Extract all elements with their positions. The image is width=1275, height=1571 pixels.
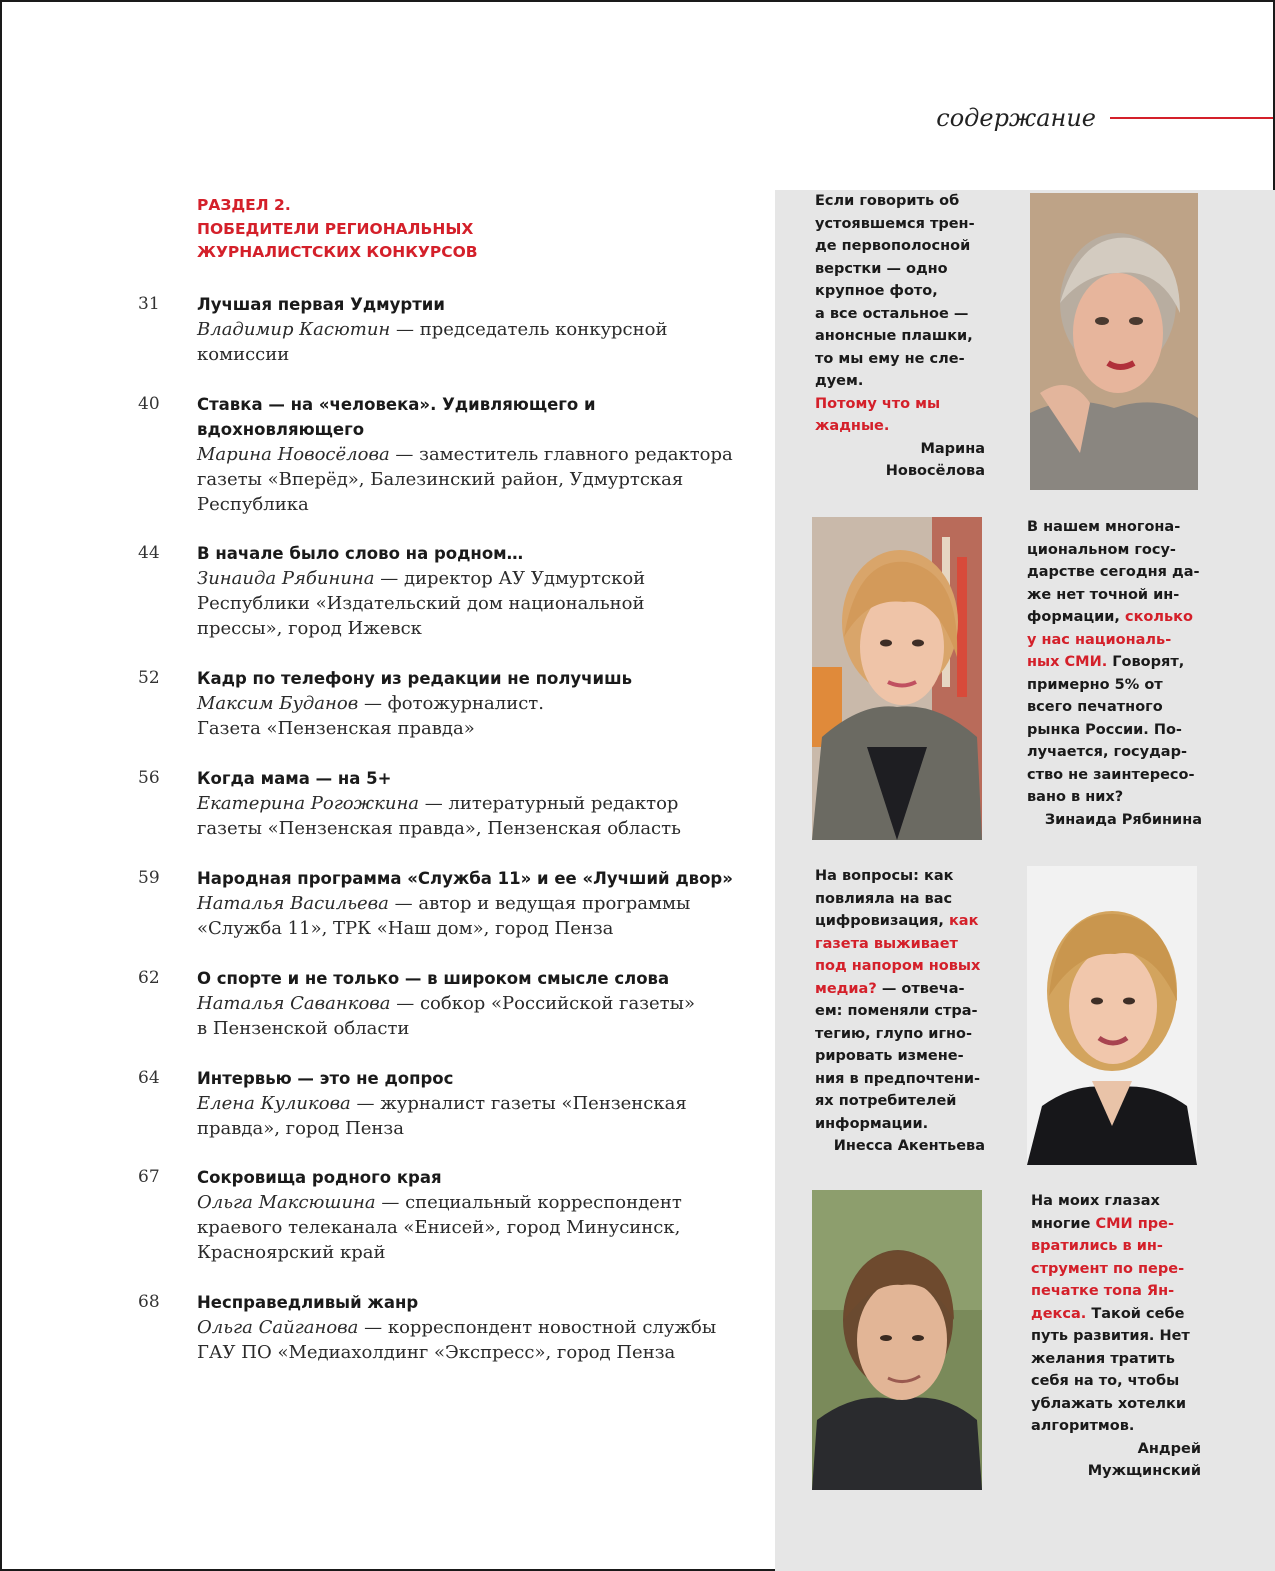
quote-line (1027, 629, 1202, 652)
quote-text: информации. (815, 1115, 929, 1132)
article-title-line: Народная программа «Служба 11» и ее «Лучший двор» (197, 869, 733, 888)
quote-text: дуем. (815, 373, 864, 389)
quote-text: На вопросы: как (815, 868, 954, 884)
article-title-line: Несправедливый жанр (197, 1293, 419, 1312)
quote-line (815, 325, 985, 348)
author-name: Зинаида Рябинина (197, 568, 375, 589)
quote-text: цифровизация, (815, 913, 949, 929)
article-author-line: правда», город Пенза (197, 1118, 404, 1139)
quote-highlight: жадные. (815, 418, 890, 434)
quote-text: себя на то, чтобы (1031, 1373, 1180, 1389)
quote-line (815, 978, 985, 1001)
article-author-line: Максим Буданов — фотожурналист. (197, 693, 544, 714)
quote-line (815, 1090, 985, 1113)
quote-line (1027, 674, 1202, 697)
quote-author-line: Новосёлова (885, 463, 985, 479)
article-author-line: Наталья Васильева — автор и ведущая программы (197, 893, 691, 914)
quote-line (815, 910, 985, 933)
article-title (197, 666, 757, 691)
portrait-photo (1030, 193, 1198, 490)
quote-author (815, 1135, 985, 1158)
quote-text: верстки — одно (815, 260, 948, 277)
quote-text: — отвеча- (876, 980, 965, 997)
article-title-line: Лучшая первая Удмуртии (197, 295, 445, 314)
quote-text: же нет точной ин- (1027, 586, 1180, 603)
article-author-line: Екатерина Рогожкина — литературный редактор (197, 793, 679, 814)
author-name: Наталья Саванкова (197, 993, 391, 1014)
author-name: Елена Куликова (197, 1093, 351, 1114)
quote-text: желания тратить (1031, 1350, 1175, 1367)
article-author-line: Ольга Максюшина — специальный корреспондент (197, 1192, 682, 1213)
quote-text: ем: поменяли стра- (815, 1003, 978, 1019)
article-author (197, 566, 737, 641)
article-author-line: газеты «Пензенская правда», Пензенская область (197, 818, 681, 839)
quote-line (1027, 741, 1202, 764)
page-number: 52 (138, 668, 160, 688)
pull-quote (815, 190, 985, 483)
article-author-line: Красноярский край (197, 1242, 386, 1263)
quote-line (1031, 1393, 1201, 1416)
author-name: Ольга Максюшина (197, 1192, 376, 1213)
quote-author (1027, 809, 1202, 832)
portrait-photo (812, 1190, 982, 1490)
quote-text: то мы ему не сле- (815, 350, 965, 367)
article-author-line: Газета «Пензенская правда» (197, 718, 475, 739)
author-name: Марина Новосёлова (197, 444, 390, 465)
article-author-line: прессы», город Ижевск (197, 618, 422, 639)
article-title (197, 866, 757, 891)
quote-line (1031, 1280, 1201, 1303)
quote-text: ублажать хотелки (1031, 1395, 1186, 1412)
page-number: 56 (138, 768, 160, 788)
article-author (197, 1190, 737, 1265)
section-heading-line: ЖУРНАЛИСТСКИХ КОНКУРСОВ (197, 243, 478, 261)
article-author-line: Владимир Касютин — председатель конкурсной (197, 319, 668, 340)
article-author-line: в Пензенской области (197, 1018, 410, 1039)
quote-highlight: газета выживает (815, 935, 958, 952)
portrait-photo (812, 517, 982, 840)
article-author (197, 317, 737, 367)
quote-text: де первополосной (815, 238, 971, 254)
quote-text: а все остальное — (815, 305, 969, 322)
article-author-line: газеты «Вперёд», Балезинский район, Удмуртская (197, 469, 684, 490)
quote-author-line: Андрей (1137, 1440, 1201, 1457)
quote-line (815, 235, 985, 258)
quote-highlight: под напором новых (815, 958, 981, 974)
article-title-line: Ставка — на «человека». Удивляющего и (197, 395, 596, 414)
quote-line (1031, 1190, 1201, 1213)
quote-line (1027, 584, 1202, 607)
running-head: содержание (936, 104, 1096, 132)
quote-line (815, 280, 985, 303)
article-title (197, 292, 757, 317)
article-author-line: Ольга Сайганова — корреспондент новостной службы (197, 1317, 717, 1338)
quote-highlight: вратились в ин- (1031, 1238, 1163, 1254)
quote-line (1031, 1213, 1201, 1236)
quote-line (1031, 1348, 1201, 1371)
quote-highlight: СМИ пре- (1095, 1215, 1174, 1232)
author-name: Наталья Васильева (197, 893, 389, 914)
article-title (197, 766, 757, 791)
quote-line (1031, 1415, 1201, 1438)
quote-author-line: Марина (920, 440, 985, 457)
article-author (197, 791, 737, 841)
quote-highlight: ных СМИ. (1027, 654, 1108, 670)
article-author (197, 991, 737, 1041)
portrait-photo (1027, 866, 1197, 1165)
quote-line (1027, 696, 1202, 719)
quote-line (1027, 719, 1202, 742)
quote-line (1027, 606, 1202, 629)
quote-line (1027, 516, 1202, 539)
quote-line (1031, 1258, 1201, 1281)
article-title-line: Сокровища родного края (197, 1168, 442, 1187)
quote-text: Такой себе (1086, 1305, 1185, 1322)
quote-highlight: у нас националь- (1027, 631, 1172, 648)
article-title (197, 1165, 757, 1190)
quote-text: формации, (1027, 609, 1125, 625)
quote-line (815, 888, 985, 911)
page-number: 68 (138, 1292, 160, 1312)
quote-text: анонсные плашки, (815, 328, 973, 344)
quote-line (1031, 1303, 1201, 1326)
quote-author (815, 438, 985, 483)
section-heading-line: РАЗДЕЛ 2. (197, 196, 291, 214)
quote-line (815, 370, 985, 393)
quote-line (815, 955, 985, 978)
quote-text: На моих глазах (1031, 1193, 1160, 1209)
article-author (197, 442, 737, 517)
article-author-line: Наталья Саванкова — собкор «Российской газеты» (197, 993, 695, 1014)
article-author (197, 1315, 737, 1365)
quote-line (1031, 1235, 1201, 1258)
quote-line (815, 393, 985, 416)
article-author (197, 891, 737, 941)
quote-line (1027, 764, 1202, 787)
quote-line (1031, 1370, 1201, 1393)
quote-text: крупное фото, (815, 283, 938, 299)
quote-author-line: Мужщинский (1087, 1463, 1201, 1479)
quote-line (815, 415, 985, 438)
quote-line (815, 303, 985, 326)
quote-line (1027, 539, 1202, 562)
quote-text: тегию, глупо игно- (815, 1025, 973, 1042)
article-title (197, 392, 757, 442)
article-author (197, 1091, 737, 1141)
quote-line (1027, 651, 1202, 674)
quote-text: Говорят, (1107, 654, 1185, 670)
quote-highlight: как (948, 913, 979, 929)
quote-line (815, 1023, 985, 1046)
article-author-line: ГАУ ПО «Медиахолдинг «Экспресс», город Пенза (197, 1342, 676, 1363)
article-author-line: комиссии (197, 344, 290, 365)
quote-text: В нашем многона- (1027, 519, 1181, 535)
quote-text: лучается, государ- (1027, 744, 1187, 760)
page-number: 31 (138, 294, 160, 314)
article-author-line: краевого телеканала «Енисей», город Минусинск, (197, 1217, 681, 1238)
quote-highlight: медиа? (815, 980, 877, 997)
quote-highlight: декса. (1031, 1305, 1087, 1322)
article-title-line: В начале было слово на родном… (197, 544, 524, 563)
quote-text: многие (1031, 1215, 1096, 1232)
quote-highlight: Потому что мы (815, 395, 941, 412)
author-name: Владимир Касютин (197, 319, 391, 340)
quote-line (815, 1113, 985, 1136)
quote-author-line: Зинаида Рябинина (1044, 811, 1202, 828)
page-number: 67 (138, 1167, 160, 1187)
article-title (197, 1066, 757, 1091)
header-rule (1110, 117, 1273, 119)
quote-line (815, 1000, 985, 1023)
quote-text: повлияла на вас (815, 890, 953, 907)
quote-text: алгоритмов. (1031, 1418, 1135, 1434)
article-title (197, 1290, 757, 1315)
article-title (197, 541, 757, 566)
article-title-line: вдохновляющего (197, 420, 365, 439)
author-name: Максим Буданов (197, 693, 359, 714)
quote-text: вано в них? (1027, 789, 1124, 805)
quote-line (1031, 1325, 1201, 1348)
article-author-line: Республика (197, 494, 309, 515)
quote-line (815, 348, 985, 371)
quote-text: циональном госу- (1027, 541, 1176, 558)
article-title-line: Кадр по телефону из редакции не получишь (197, 669, 633, 688)
quote-line (815, 190, 985, 213)
quote-text: рынка России. По- (1027, 721, 1182, 738)
pull-quote (815, 865, 985, 1158)
page-number: 44 (138, 543, 160, 563)
quote-author (1031, 1438, 1201, 1483)
quote-highlight: сколько (1125, 609, 1193, 625)
pull-quote (1027, 516, 1202, 831)
page-number: 40 (138, 394, 160, 414)
article-author (197, 691, 737, 741)
page-number: 59 (138, 868, 160, 888)
article-title-line: Интервью — это не допрос (197, 1069, 454, 1088)
quote-line (815, 258, 985, 281)
article-title-line: О спорте и не только — в широком смысле слова (197, 969, 670, 988)
quote-line (1027, 786, 1202, 809)
quote-text: всего печатного (1027, 699, 1163, 715)
quote-highlight: печатке топа Ян- (1031, 1283, 1175, 1299)
pull-quote (1031, 1190, 1201, 1483)
article-author-line: «Служба 11», ТРК «Наш дом», город Пенза (197, 918, 614, 939)
article-title (197, 966, 757, 991)
quote-line (1027, 561, 1202, 584)
quote-text: дарстве сегодня да- (1027, 564, 1200, 580)
quote-text: путь развития. Нет (1031, 1328, 1190, 1344)
article-author-line: Республики «Издательский дом национальной (197, 593, 645, 614)
page-number: 62 (138, 968, 160, 988)
author-name: Екатерина Рогожкина (197, 793, 420, 814)
quote-text: устоявшемся трен- (815, 215, 975, 232)
quote-line (815, 1068, 985, 1091)
author-name: Ольга Сайганова (197, 1317, 359, 1338)
quote-highlight: струмент по пере- (1031, 1260, 1185, 1277)
article-author-line: Марина Новосёлова — заместитель главного редактора (197, 444, 733, 465)
quote-text: ство не заинтересо- (1027, 766, 1195, 783)
quote-text: Если говорить об (815, 193, 960, 209)
article-author-line: Елена Куликова — журналист газеты «Пензенская (197, 1093, 687, 1114)
quote-text: примерно 5% от (1027, 676, 1163, 693)
quote-line (815, 213, 985, 236)
quote-author-line: Инесса Акентьева (833, 1138, 985, 1154)
section-heading-line: ПОБЕДИТЕЛИ РЕГИОНАЛЬНЫХ (197, 219, 474, 238)
page-number: 64 (138, 1068, 160, 1088)
quote-text: ния в предпочтени- (815, 1070, 981, 1087)
section-heading (197, 194, 478, 265)
quote-line (815, 1045, 985, 1068)
quote-text: рировать измене- (815, 1048, 964, 1064)
quote-line (815, 865, 985, 888)
article-author-line: Зинаида Рябинина — директор АУ Удмуртской (197, 568, 646, 589)
quote-text: ях потребителей (815, 1093, 957, 1109)
article-title-line: Когда мама — на 5+ (197, 769, 392, 788)
quote-line (815, 933, 985, 956)
